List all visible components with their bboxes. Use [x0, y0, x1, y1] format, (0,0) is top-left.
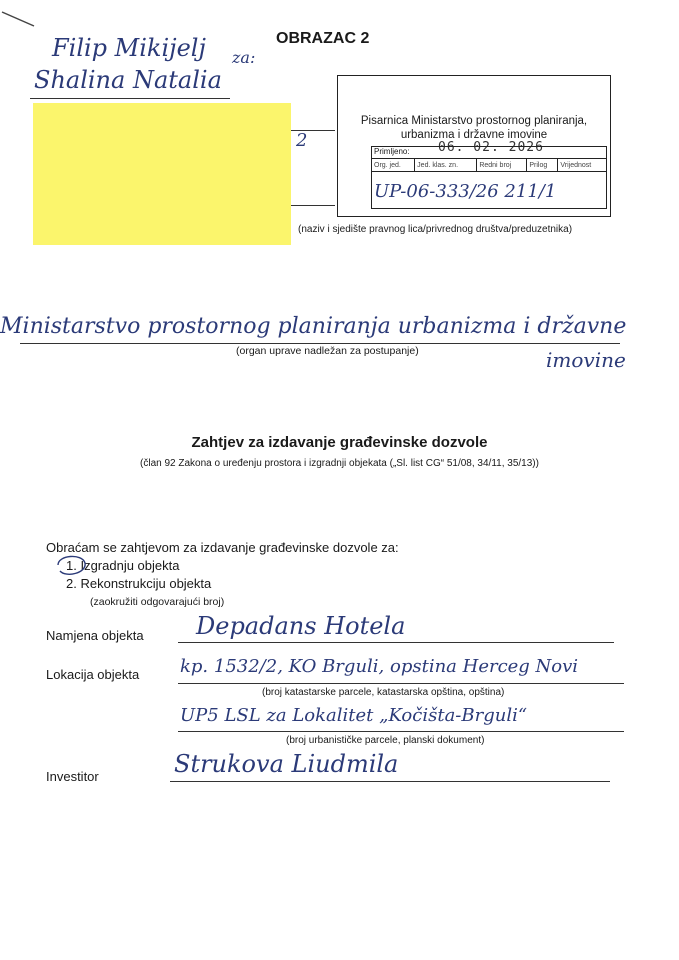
option-2-label: Rekonstrukciju objekta	[80, 576, 212, 591]
name-line	[30, 98, 230, 99]
option-1-number: 1.	[66, 558, 77, 573]
stamp-col-1: Jed. klas. zn.	[415, 159, 477, 172]
urban-line	[178, 731, 624, 732]
authority-line	[20, 343, 620, 344]
location-value: kp. 1532/2, KO Brguli, opstina Herceg Novi	[180, 656, 579, 677]
request-intro: Obraćam se zahtjevom za izdavanje građevinske dozvole za:	[46, 540, 399, 555]
stamp-row-received	[372, 147, 607, 159]
purpose-label: Namjena objekta	[46, 628, 144, 643]
stamp-received-label: Primljeno:	[374, 147, 410, 156]
purpose-line	[178, 642, 614, 643]
stamp-col-4: Vrijednost	[558, 159, 607, 172]
option-2-number: 2.	[66, 576, 77, 591]
request-hint: (zaokružiti odgovarajući broj)	[90, 596, 225, 608]
investor-line	[170, 781, 610, 782]
legal-reference: (član 92 Zakona o uređenju prostora i izgradnji objekata („Sl. list CG“ 51/08, 34/11, 35/13))	[140, 458, 539, 469]
stamp-title-line1: Pisarnica Ministarstvo prostornog planiranja,	[360, 115, 588, 127]
document-title: Zahtjev za izdavanje građevinske dozvole	[191, 434, 488, 451]
stamp-number: UP-06-333/26 211/1	[374, 181, 557, 202]
stamp-col-2: Redni broj	[477, 159, 527, 172]
stamp-title	[338, 114, 610, 142]
urban-caption: (broj urbanističke parcele, planski dokument)	[286, 735, 485, 746]
location-label: Lokacija objekta	[46, 667, 140, 682]
urban-value: UP5 LSL za Lokalitet „Kočišta-Brguli“	[180, 705, 528, 726]
redaction-block	[33, 103, 291, 245]
address-line-1	[291, 130, 335, 131]
address-line-2	[291, 205, 335, 206]
legal-entity-caption: (naziv i sjedište pravnog lica/privrednog društva/preduzetnika)	[298, 224, 573, 235]
stamp-date: 06. 02. 2026	[438, 140, 544, 155]
option-1-circle-mark	[52, 551, 88, 579]
authority-value-line2: imovine	[546, 348, 626, 372]
applicant-za: za:	[232, 48, 256, 67]
stamp-col-3: Prilog	[527, 159, 558, 172]
corner-mark	[0, 8, 40, 32]
form-code: OBRAZAC 2	[276, 30, 370, 47]
investor-label: Investitor	[46, 769, 99, 784]
stamp-header-row	[372, 159, 607, 172]
applicant-name: Filip Mikijelj	[52, 34, 206, 62]
authority-value: Ministarstvo prostornog planiranja urbanizma i državne	[0, 314, 627, 339]
authority-caption: (organ uprave nadležan za postupanje)	[236, 345, 419, 357]
location-line	[178, 683, 624, 684]
option-1-label: Izgradnju objekta	[80, 558, 180, 573]
purpose-value: Depadans Hotela	[196, 612, 406, 640]
investor-value: Strukova Liudmila	[174, 750, 399, 778]
stamp-col-0: Org. jed.	[372, 159, 415, 172]
represented-name: Shalina Natalia	[34, 66, 222, 94]
registry-stamp	[337, 75, 611, 217]
option-2[interactable]	[66, 576, 211, 591]
cadastre-caption: (broj katastarske parcele, katastarska opština, opština)	[262, 687, 505, 698]
stamp-title-line2: urbanizma i državne imovine	[400, 129, 548, 141]
address-fragment: 2	[296, 130, 308, 151]
